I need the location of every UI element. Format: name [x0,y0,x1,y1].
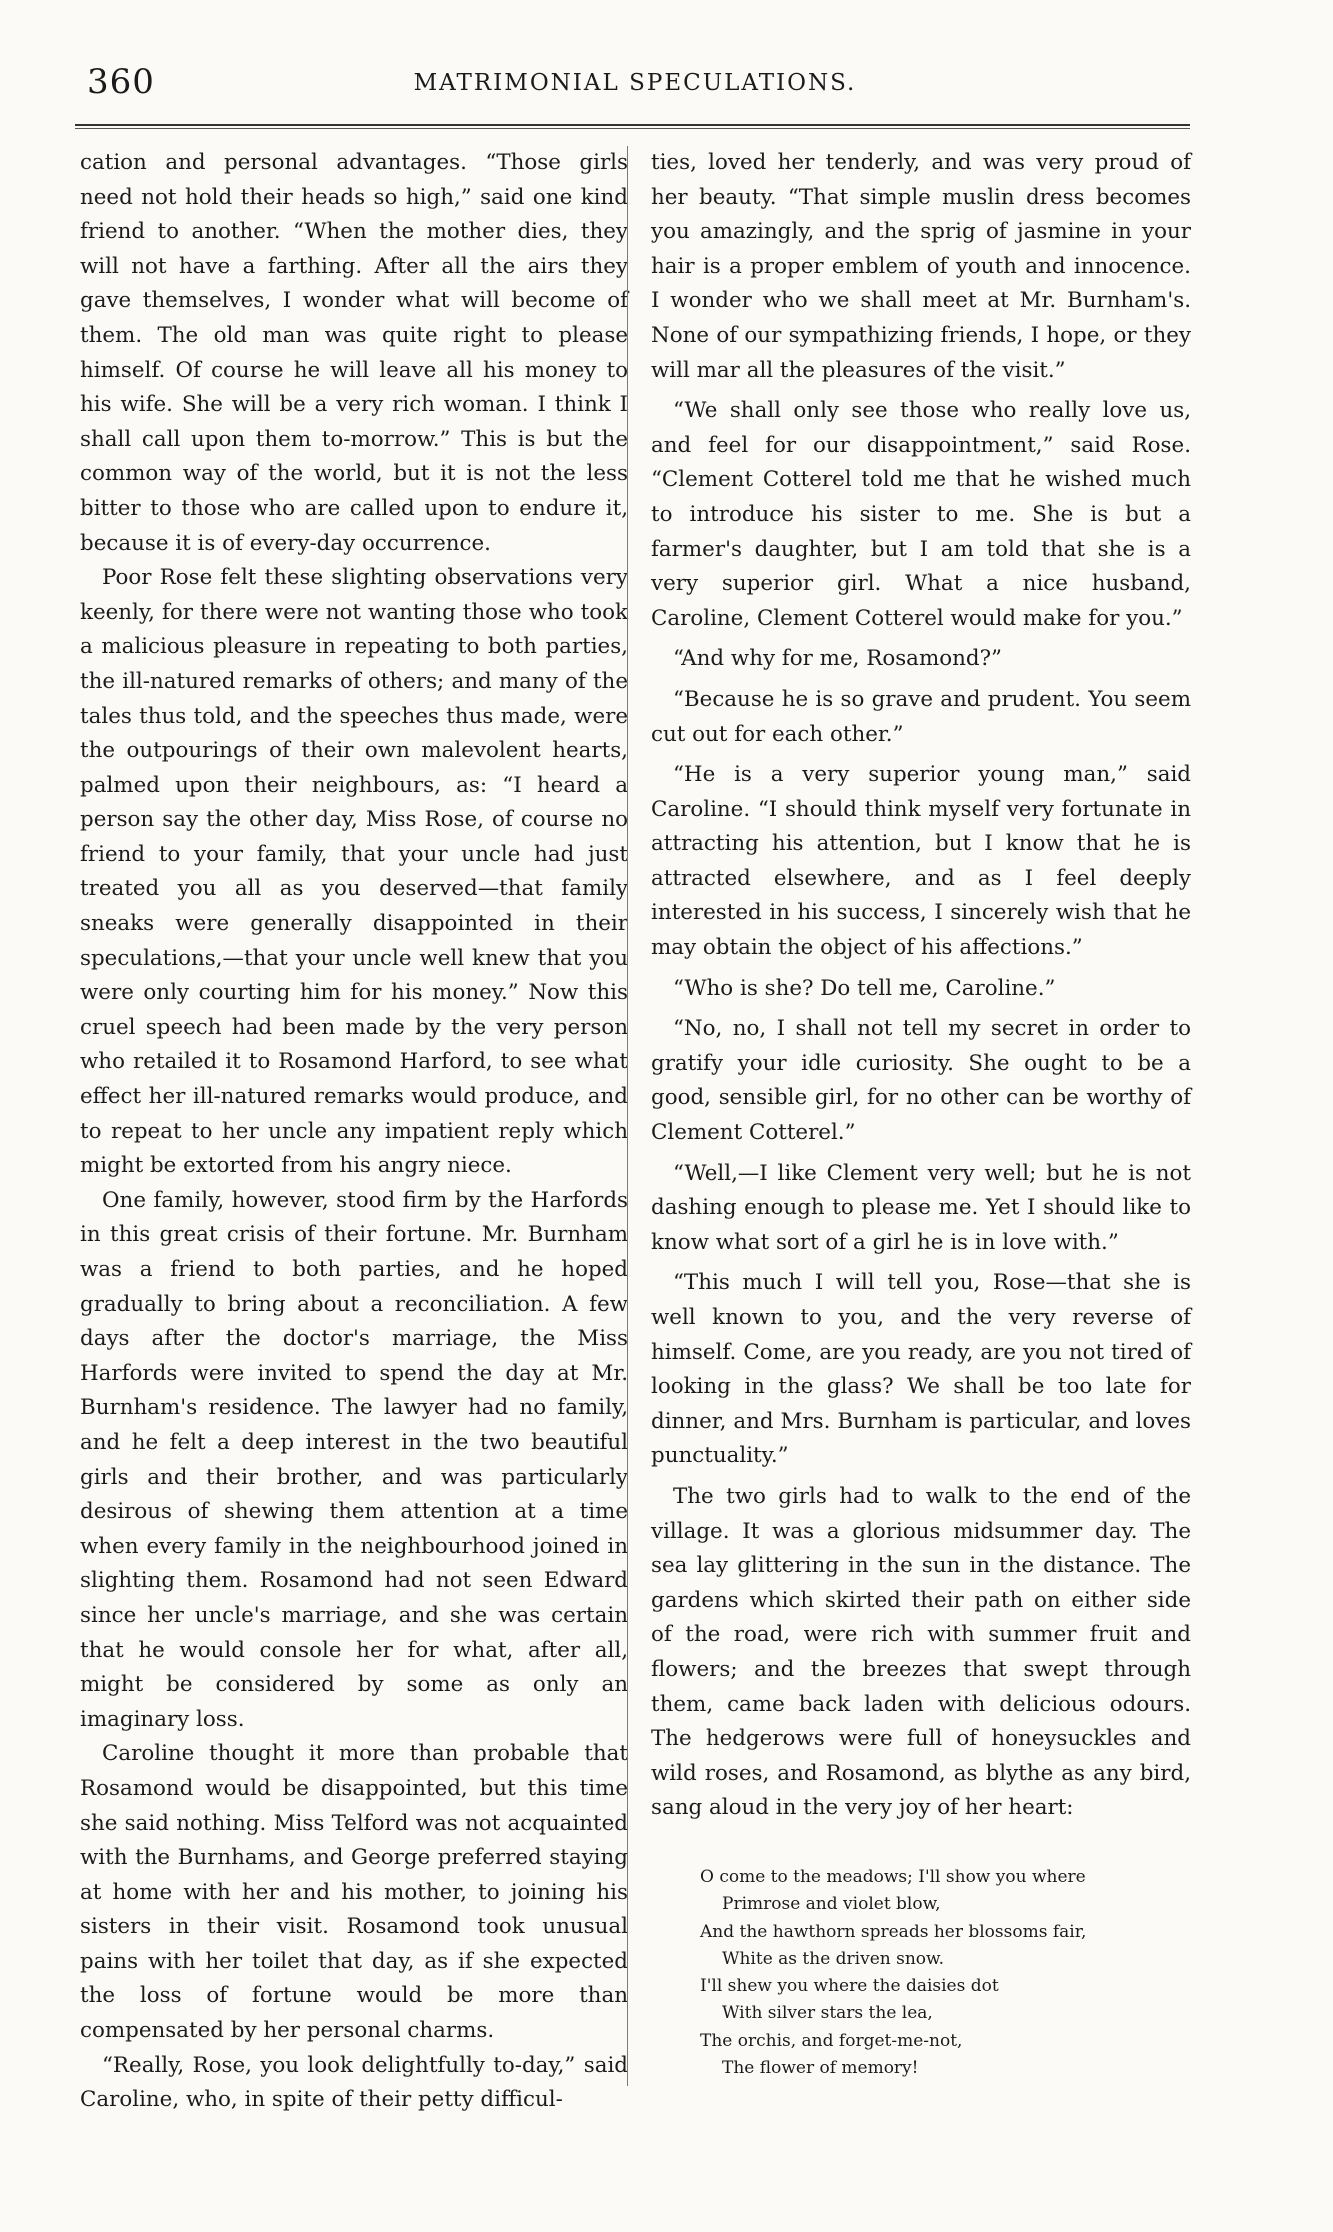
running-title: MATRIMONIAL SPECULATIONS. [413,70,857,96]
poem-line: O come to the meadows; I'll show you where [700,1867,1086,1887]
paragraph: “He is a very superior young man,” said Caroline. “I should think myself very fortunate in attracting his attention, but I know that he is attracted elsewhere, and as I feel deeply interested in his success, I sincerely wish that he may obtain the object of his affections.” [651,762,1191,961]
paragraph: ties, loved her tenderly, and was very proud of her beauty. “That simple muslin dress becomes you amazingly, and the sprig of jasmine in your hair is a proper emblem of youth and innocence. I wonder who we shall meet at Mr. Burnham's. None of our sympathizing friends, I hope, or they will mar all the pleasures of the visit.” [651,150,1191,383]
poem-line: And the hawthorn spreads her blossoms fair, [700,1921,1087,1942]
paragraph: cation and personal advantages. “Those girls need not hold their heads so high,” said one kind friend to another. “When the mother dies, they will not have a farthing. After all the airs they gave themselves, I wonder what will become of them. The old man was quite right to please himself. Of course he will leave all his money to his wife. She will be a very rich woman. I think I shall call upon them to-morrow.” This is but the common way of the world, but it is not the less bitter to those who are called upon to endure it, because it is of every-day occurrence. [80,150,628,556]
poem-line: Primrose and violet blow, [722,1894,941,1915]
paragraph: “We shall only see those who really love us, and feel for our disappointment,” said Rose. “Clement Cotterel told me that he wished much to introduce his sister to me. She is but a farmer's daughter, but I am told that she is a very superior girl. What a nice husband, Caroline, Clement Cotterel would make for you.” [651,398,1191,631]
poem-line: I'll shew you where the daisies dot [700,1976,999,1997]
paragraph: “No, no, I shall not tell my secret in order to gratify your idle curiosity. She ought to be a good, sensible girl, for no other can be worthy of Clement Cotterel.” [651,1016,1191,1146]
header-rule [75,124,1190,129]
paragraph: “Well,—I like Clement very well; but he is not dashing enough to please me. Yet I should like to know what sort of a girl he is in love with.” [651,1160,1191,1255]
poem-line: The orchis, and forget-me-not, [700,2030,963,2051]
paragraph: The two girls had to walk to the end of the village. It was a glorious midsummer day. The sea lay glittering in the sun in the distance. The gardens which skirted their path on either side of the road, were rich with summer fruit and flowers; and the breezes that swept through them, came back laden with delicious odours. The hedgerows were full of honeysuckles and wild roses, and Rosamond, as blythe as any bird, sang aloud in the very joy of her heart: [651,1483,1191,1821]
paragraph: “Because he is so grave and prudent. You seem cut out for each other.” [651,686,1191,747]
page-number: 360 [87,62,155,102]
left-column [80,146,628,2118]
right-column [651,146,1191,1826]
paragraph: “This much I will tell you, Rose—that she is well known to you, and the very reverse of himself. Come, are you ready, are you not tired of looking in the glass? We shall be too late for dinner, and Mrs. Burnham is particular, and loves punctuality.” [651,1270,1191,1469]
poem-line: The flower of memory! [722,2058,919,2079]
poem-line: White as the driven snow. [722,1948,944,1969]
poem [700,1864,1180,2082]
paragraph: “Who is she? Do tell me, Caroline.” [673,975,1056,1001]
poem-line: With silver stars the lea, [722,2003,933,2024]
paragraph: “And why for me, Rosamond?” [673,646,1002,672]
paragraph: “Really, Rose, you look delightfully to-day,” said Caroline, who, in spite of their petty difficul- [80,2052,628,2113]
paragraph: One family, however, stood firm by the Harfords in this great crisis of their fortune. Mr. Burnham was a friend to both parties, and he hoped gradually to bring about a reconciliation. A few days after the doctor's marriage, the Miss Harfords were invited to spend the day at Mr. Burnham's residence. The lawyer had no family, and he felt a deep interest in the two beautiful girls and their brother, and was particularly desirous of shewing them attention at a time when every family in the neighbourhood joined in slighting them. Rosamond had not seen Edward since her uncle's marriage, and she was certain that he would console her for what, after all, might be considered by some as only an imaginary loss. [80,1187,628,1732]
page-header [75,62,1195,112]
column-divider [627,146,628,2086]
paragraph: Caroline thought it more than probable that Rosamond would be disappointed, but this time she said nothing. Miss Telford was not acquainted with the Burnhams, and George preferred staying at home with her and his mother, to joining his sisters in their visit. Rosamond took unusual pains with her toilet that day, as if she expected the loss of fortune would be more than compensated by her personal charms. [80,1741,628,2044]
paragraph: Poor Rose felt these slighting observations very keenly, for there were not wanting those who took a malicious pleasure in repeating to both parties, the ill-natured remarks of others; and many of the tales thus told, and the speeches thus made, were the outpourings of their own malevolent hearts, palmed upon their neighbours, as: “I heard a person say the other day, Miss Rose, of course no friend to your family, that your uncle had just treated you all as you deserved—that family sneaks were generally disappointed in their speculations,—that your uncle well knew that you were only courting him for his money.” Now this cruel speech had been made by the very person who retailed it to Rosamond Harford, to see what effect her ill-natured remarks would produce, and to repeat to her uncle any impatient reply which might be extorted from his angry niece. [80,565,628,1179]
